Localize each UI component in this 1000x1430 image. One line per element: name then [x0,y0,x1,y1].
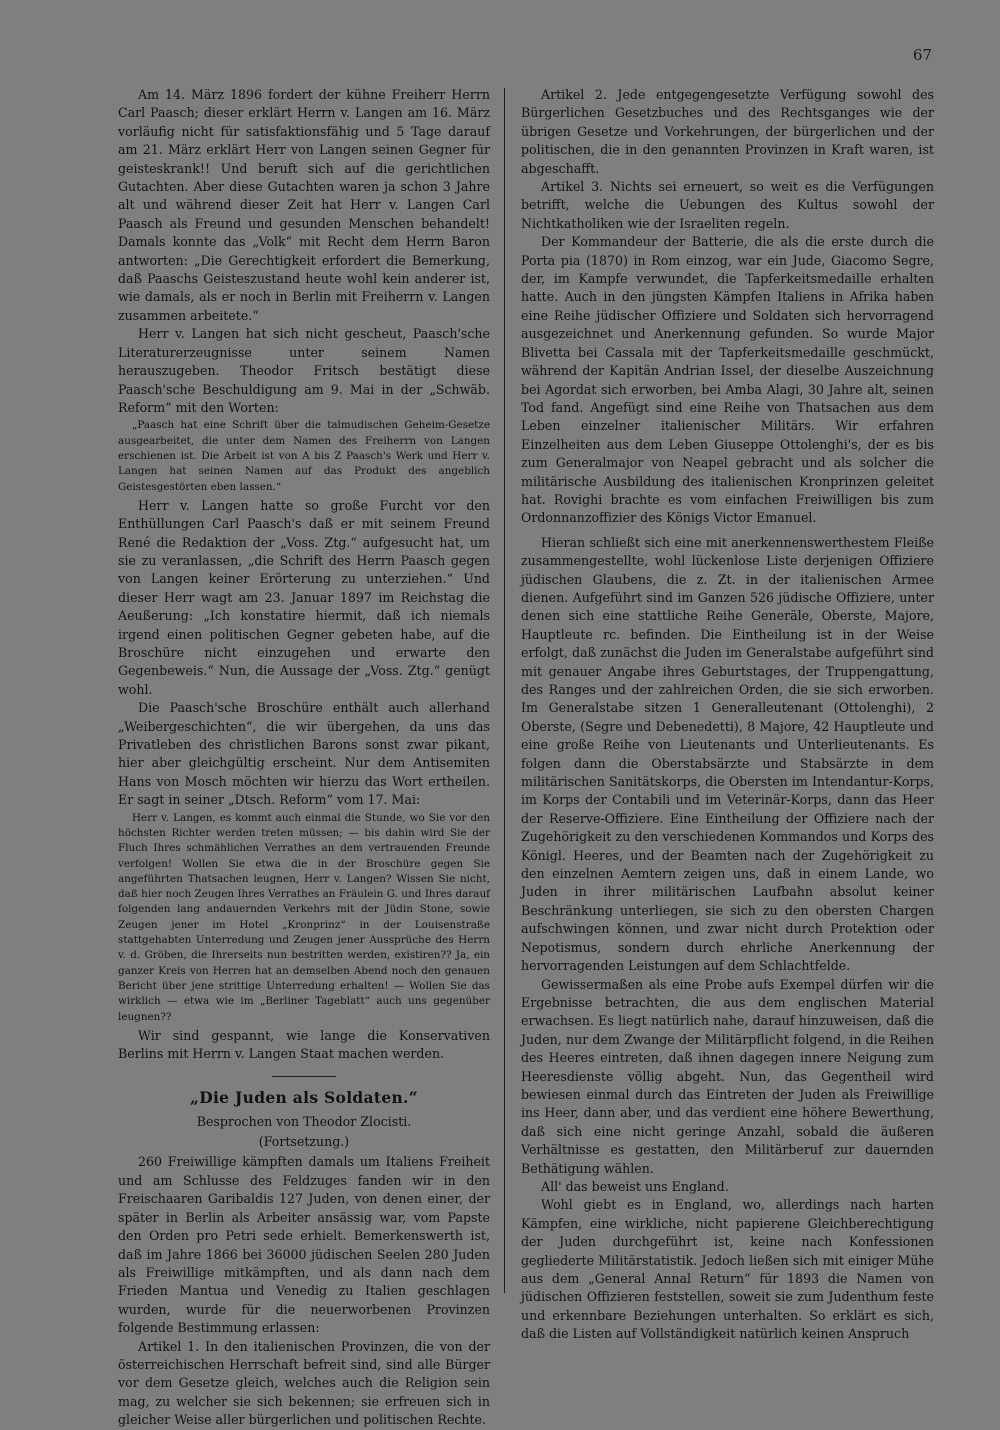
page-number: 67 [912,46,932,64]
paragraph: Gewissermaßen als eine Probe aufs Exempel dürfen wir die Ergebnisse betrachten, die aus dem englischen Material erwachsen. Es liegt natürlich nahe, darauf hinzuweisen, daß die Juden, nur dem Zwange der Militärpflicht folgend, in die Reihen des Heeres eintreten, daß ihnen dagegen innere Neigung zum Heeresdienste völlig abgeht. Nun, das Gegentheil wird bewiesen einmal durch das Eintreten der Juden als Freiwillige ins Heer, dann aber, und das verdient eine höhere Bewerthung, daß sich eine nicht geringe Anzahl, sobald die äußeren Verhältnisse es gestatten, den Militärberuf zur dauernden Bethätigung wählen. [521,976,934,1176]
section-title: „Die Juden als Soldaten.“ [190,1087,418,1107]
paragraph: Artikel 3. Nichts sei erneuert, so weit es die Verfügungen betrifft, welche die Uebungen des Kultus sowohl der Nichtkatholiken wie der Israeliten regeln. [521,179,934,231]
continuation-note: (Fortsetzung.) [258,1134,350,1150]
paragraph: Herr v. Langen hatte so große Furcht vor den Enthüllungen Carl Paasch's daß er mit seinem Freund René die Redaktion der „Voss. Ztg.“ aufgesucht hat, um sie zu veranlassen, „die Schrift des Herrn Paasch gegen von Langen keiner Erörterung zu unterziehen.“ Und dieser Herr wagt am 23. Januar 1897 im Reichstag die Aeußerung: „Ich konstatire hiermit, daß ich niemals irgend einen politischen Gegner gebeten habe, auf die Broschüre nicht einzugehen und erwarte den Gegenbeweis.“ Nun, die Aussage der „Voss. Ztg.“ genügt wohl. [118,497,490,697]
quote-block [118,418,490,494]
quote-text: „Paasch hat eine Schrift über die talmudischen Geheim-Gesetze ausgearbeitet, die unter dem Namen des Freiherrn von Langen erschienen ist. Die Arbeit ist von A bis Z Paasch's Werk und Herr v. Langen hat seinen Namen auf das Produkt des angeblich Geistesgestörten eben lassen.“ [118,419,490,493]
left-column [118,86,490,1430]
paragraph: Der Kommandeur der Batterie, die als die erste durch die Porta pia (1870) in Rom einzog, war ein Jude, Giacomo Segre, der, im Kampfe verwundet, die Tapferkeitsmedaille erhalten hatte. Auch in den jüngsten Kämpfen Italiens in Afrika haben eine Reihe jüdischer Offiziere und Soldaten sich hervorragend ausgezeichnet und Anerkennung gefunden. So wurde Major Blivetta bei Cassala mit der Tapferkeitsmedaille geschmückt, während der Kapitän Andrian Issel, der dieselbe Auszeichnung bei Agordat sich erworben, bei Amba Alagi, 30 Jahre alt, seinen Tod fand. Angefügt sind eine Reihe von Thatsachen aus dem Leben einzelner italienischer Militärs. Wir erfahren Einzelheiten aus dem Leben Giuseppe Ottolenghi's, der es bis zum Generalmajor von Neapel gebracht und als solcher die militärische Ausbildung des italienischen Kronprinzen geleitet hat. Rovighi brachte es vom einfachen Freiwilligen bis zum Ordonnanzoffizier des Königs Victor Emanuel. [521,234,934,526]
paragraph: Am 14. März 1896 fordert der kühne Freiherr Herrn Carl Paasch; dieser erklärt Herrn v. Langen am 16. März vorläufig nicht für satisfaktionsfähig und 5 Tage darauf am 21. März erklärt Herr von Langen seinen Gegner für geisteskrank!! Und beruft sich auf die gerichtlichen Gutachten. Aber diese Gutachten waren ja schon 3 Jahre alt und während dieser Zeit hat Herr v. Langen Carl Paasch als Freund und gesunden Menschen behandelt! Damals konnte das „Volk“ mit Recht dem Herrn Baron antworten: „Die Gerechtigkeit erfordert die Bemerkung, daß Paaschs Geisteszustand heute wohl kein anderer ist, wie damals, als er noch in Berlin mit Freiherrn v. Langen zusammen arbeitete.“ [118,87,490,323]
paragraph: Die Paasch'sche Broschüre enthält auch allerhand „Weibergeschichten“, die wir übergehen, da uns das Privatleben des christlichen Barons sonst zwar pikant, hier aber gleichgültig erscheint. Nur dem Antisemiten Hans von Mosch möchten wir hierzu das Wort ertheilen. Er sagt in seiner „Dtsch. Reform“ vom 17. Mai: [118,700,490,808]
paragraph: Artikel 1. In den italienischen Provinzen, die von der österreichischen Herrschaft befreit sind, sind alle Bürger vor dem Gesetze gleich, welches auch die Religion sein mag, zu welcher sie sich bekennen; sie erfreuen sich in gleicher Weise aller bürgerlichen und politischen Rechte. [118,1338,490,1428]
paragraph: Hieran schließt sich eine mit anerkennenswerthestem Fleiße zusammengestellte, wohl lückenlose Liste derjenigen Offiziere jüdischen Glaubens, die z. Zt. in der italienischen Armee dienen. Aufgeführt sind im Ganzen 526 jüdische Offiziere, unter denen sich eine stattliche Reihe Generäle, Oberste, Majore, Hauptleute rc. befinden. Die Eintheilung ist in der Weise erfolgt, daß zunächst die Juden im Generalstabe aufgeführt sind mit genauer Angabe ihres Geburtstages, der Truppengattung, des Ranges und der zahlreichen Orden, die sie sich erworben. Im Generalstabe sitzen 1 Generalleutenant (Ottolenghi), 2 Oberste, (Segre und Debenedetti), 8 Majore, 42 Hauptleute und eine große Reihe von Lieutenants und Unterlieutenants. Es folgen dann die Oberstabsärzte und Stabsärzte in dem militärischen Sanitätskorps, die Obersten im Intendantur-Korps, im Korps der Contabili und im Veterinär-Korps, dann das Heer der Reserve-Offiziere. Eine Eintheilung der Offiziere nach der Zugehörigkeit zu den verschiedenen Kommandos und Korps des Königl. Heeres, und der Beamten nach der Zugehörigkeit zu den einzelnen Aemtern zeigen uns, daß in einem Lande, wo Juden in ihrer militärischen Laufbahn absolut keiner Beschränkung unterliegen, sie sich zu den obersten Chargen aufschwingen können, und zwar nicht durch Protektion oder Nepotismus, sondern durch ehrliche Anerkennung der hervorragenden Leistungen auf dem Schlachtfelde. [521,534,934,974]
right-column [521,86,934,1344]
paragraph: Wohl giebt es in England, wo, allerdings nach harten Kämpfen, eine wirkliche, nicht papierene Gleichberechtigung der Juden durchgeführt ist, keine nach Konfessionen gegliederte Militärstatistik. Jedoch ließen sich mit einiger Mühe aus dem „General Annal Return“ für 1893 die Namen von jüdischen Offizieren feststellen, soweit sie zum Judenthum feste und erkennbare Beziehungen unterhalten. So erklärt es sich, daß die Listen auf Vollständigkeit natürlich keinen Anspruch [521,1197,934,1342]
paragraph: Artikel 2. Jede entgegengesetzte Verfügung sowohl des Bürgerlichen Gesetzbuches und des Rechtsganges wie der übrigen Gesetze und Vorkehrungen, der bürgerlichen und der politischen, die in den genannten Provinzen in Kraft waren, ist abgeschafft. [521,87,934,176]
paragraph: All' das beweist uns England. [541,1178,729,1194]
paragraph: 260 Freiwillige kämpften damals um Italiens Freiheit und am Schlusse des Feldzuges fanden wir in den Freischaaren Garibaldis 127 Juden, von denen einer, der später in Berlin als Arbeiter ansässig war, vom Papste den Orden pro Petri sede erhielt. Bemerkenswerth ist, daß im Jahre 1866 bei 36000 jüdischen Seelen 280 Juden als Freiwillige mitkämpften, und als dann nach dem Frieden Mantua und Venedig zu Italien geschlagen wurden, wurde für die neuerworbenen Provinzen folgende Bestimmung erlassen: [118,1154,490,1336]
quote-text: Herr v. Langen, es kommt auch einmal die Stunde, wo Sie vor den höchsten Richter werden treten müssen; — bis dahin wird Sie der Fluch Ihres schmählichen Verrathes an dem vertrauenden Freunde verfolgen! Wollen Sie etwa die in der Broschüre gegen Sie angeführten Thatsachen leugnen, Herr v. Langen? Wissen Sie nicht, daß hier noch Zeugen Ihres Verrathes an Fräulein G. und Ihres darauf folgenden lang andauernden Verkehrs mit der Jüdin Stone, sowie Zeugen jener im Hotel „Kronprinz“ in der Louisenstraße stattgehabten Unterredung und Zeugen jener Aussprüche des Herrn v. d. Gröben, die Ihrerseits nun bestritten werden, existiren?? Ja, ein ganzer Kreis von Herren hat an demselben Abend noch den genauen Bericht über jene strittige Unterredung erhalten! — Wollen Sie das wirklich — etwa wie im „Berliner Tageblatt“ auch uns gegenüber leugnen?? [118,811,490,1023]
ornament-divider [272,1076,336,1077]
section-subtitle: Besprochen von Theodor Zlocisti. [196,1113,412,1129]
quote-block [118,811,490,1025]
paragraph: Herr v. Langen hat sich nicht gescheut, Paasch'sche Literaturerzeugnisse unter seinem Namen herauszugeben. Theodor Fritsch bestätigt diese Paasch'sche Beschuldigung am 9. Mai in der „Schwäb. Reform“ mit den Worten: [118,326,490,415]
paragraph: Wir sind gespannt, wie lange die Konservativen Berlins mit Herrn v. Langen Staat machen werden. [118,1027,490,1062]
column-divider [504,88,505,1293]
